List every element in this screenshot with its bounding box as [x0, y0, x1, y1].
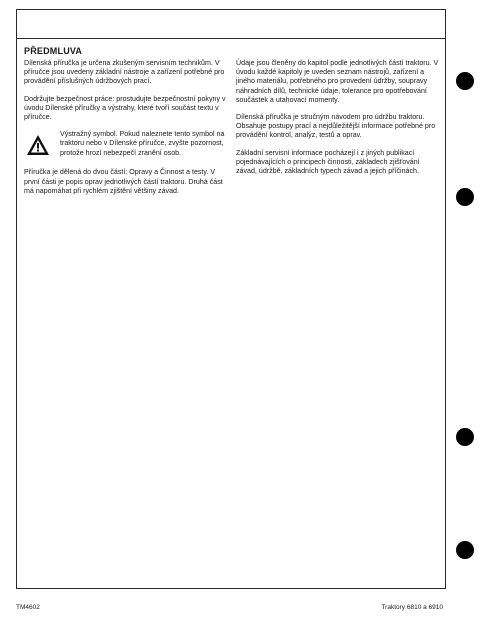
- safety-paragraph: Dodržujte bezpečnost práce: prostudujte bezpečnostní pokyny v úvodu Dílenské příručky a výstrahy, které tvoří součást textu v příručce.: [24, 94, 226, 122]
- footer-doc-code: TM4602: [16, 604, 40, 611]
- sources-paragraph: Základní servisní informace pocházejí i z jiných publikací pojednávajících o principech činnosti, základech zjišťování závad, údržbě, základních typech závad a jejich příčinách.: [236, 148, 420, 176]
- warning-text: Výstražný symbol. Pokud naleznete tento symbol na traktoru nebo v Dílenské příručce, zvyšte pozornost, protože hrozí nebezpečí zranění osob.: [60, 130, 225, 157]
- page-title: PŘEDMLUVA: [24, 46, 83, 56]
- header-rule: [17, 38, 445, 39]
- footer-model: Traktory 6810 a 6910: [381, 604, 443, 611]
- right-column: [236, 59, 441, 184]
- structure-paragraph: Příručka je dělená do dvou částí: Opravy a Činnost a testy. V první části je popis oprav jednotlivých částí traktoru. Druhá část má napomáhat při rychlém zjištění většiny závad.: [24, 168, 223, 195]
- warning-triangle-icon: [26, 134, 52, 159]
- punch-hole: [456, 541, 474, 559]
- guide-paragraph: Dílenská příručka je stručným návodem pro údržbu traktoru. Obsahuje postupy prací a nejdůležitější informace potřebné pro provádění kontrol, analýz, testů a oprav.: [236, 113, 436, 140]
- intro-paragraph: Dílenská příručka je určena zkušeným servisním technikům. V příručce jsou uvedeny základní nástroje a zařízení potřebné pro provádění příslušných údržbových prací.: [24, 59, 225, 86]
- chapters-paragraph: Údaje jsou členěny do kapitol podle jednotlivých částí traktoru. V úvodu každé kapitoly je uveden seznam nástrojů, zařízení a jiného materiálu, potřebného pro provedení údržby, soupravy náhradních dílů, technické údaje, tolerance pro opotřebování součástek a utahovací momenty.: [236, 59, 439, 104]
- left-column: [24, 59, 229, 204]
- punch-hole: [456, 72, 474, 90]
- punch-hole: [456, 188, 474, 206]
- warning-note: [24, 130, 229, 159]
- punch-hole: [456, 428, 474, 446]
